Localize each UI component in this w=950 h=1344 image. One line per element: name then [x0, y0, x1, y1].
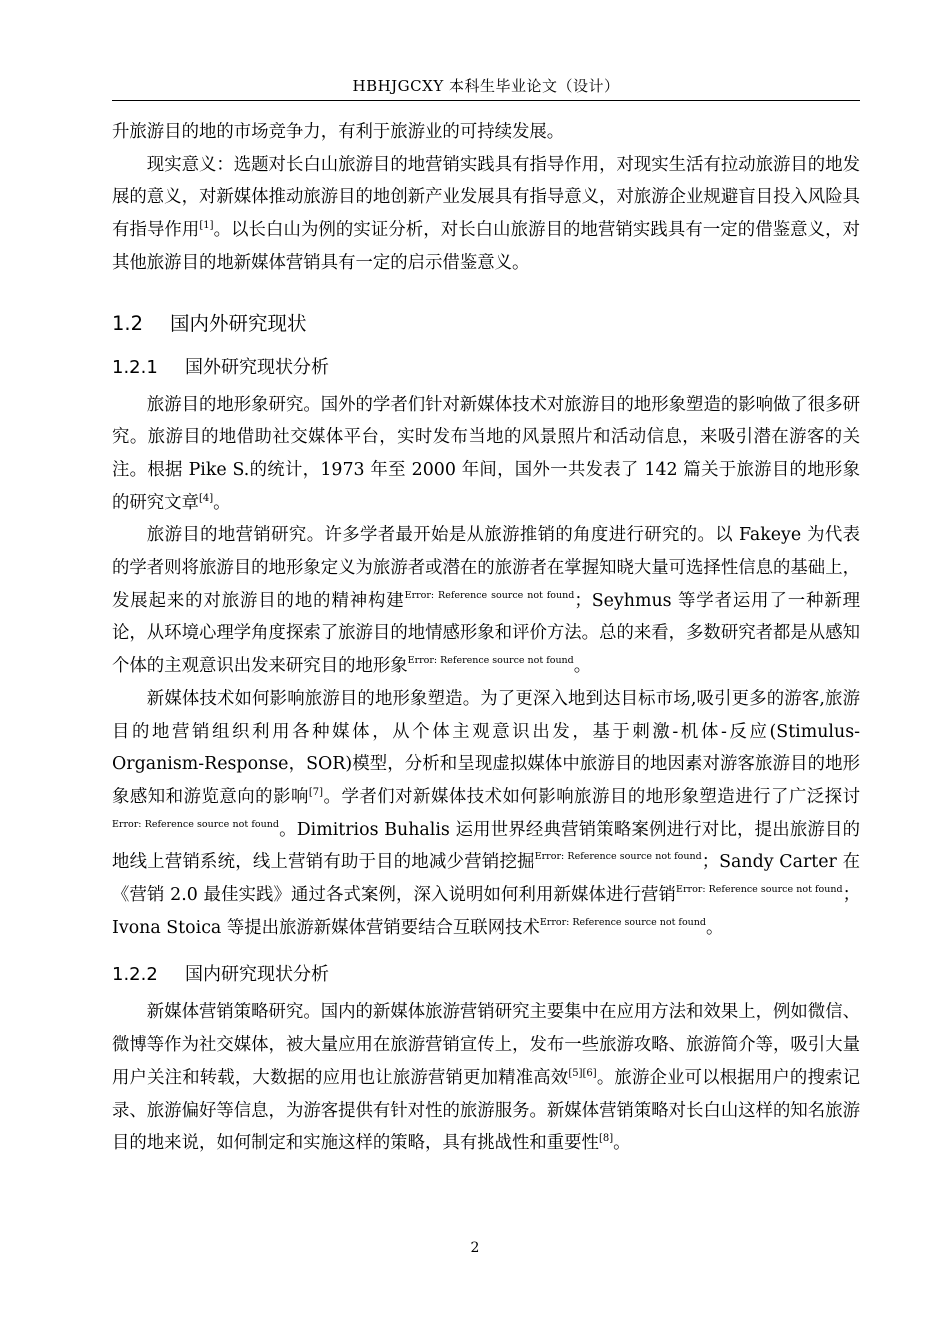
page-number: 2 — [470, 1240, 480, 1256]
reference-error: Error: Reference source not found — [112, 818, 279, 830]
reference-error: Error: Reference source not found — [534, 851, 702, 863]
paragraph-domestic-strategy: 新媒体营销策略研究。国内的新媒体旅游营销研究主要集中在应用方法和效果上，例如微信、微博等作为社交媒体，被大量应用在旅游营销宣传上，发布一些旅游攻略、旅游简介等，吸引大量用户关注和转载，大数据的应用也让旅游营销更加精准高效[5][6]。旅游企业可以根据用户的搜索记录、旅游偏好等信息，为游客提供有针对性的旅游服务。新媒体营销策略对长白山这样的知名旅游目的地来说，如何制定和实施这样的策略，具有挑战性和重要性[8]。 — [112, 1002, 860, 1154]
reference-error: Error: Reference source not found — [404, 589, 575, 601]
citation-ref: [5][6] — [568, 1067, 597, 1079]
section-heading-1-2-2: 1.2.2 国内研究现状分析 — [112, 964, 329, 986]
paragraph-continuation: 升旅游目的地的市场竞争力，有利于旅游业的可持续发展。 — [112, 122, 565, 142]
reference-error: Error: Reference source not found — [676, 884, 843, 896]
page-header: HBHJGCXY 本科生毕业论文（设计） — [352, 77, 620, 95]
paragraph-destination-marketing: 旅游目的地营销研究。许多学者最开始是从旅游推销的角度进行研究的。以 Fakeye 为代表的学者则将旅游目的地形象定义为旅游者或潜在的旅游者在掌握知晓大量可选择性信息的基础上，发展起来的对旅游目的地的精神构建$^{Error: Reference source not found}$；Seyhmus 等学者运用了一种新理论，从环境心理学角度探索了旅游目的地情感形象和评价方法。总的来看，多数研究者都是从感知个体的主观意识出发来研究目的地形象$^{Error: Reference source not found}$。 — [112, 525, 860, 677]
page-body — [112, 116, 860, 1160]
paragraph-new-media-tech: 新媒体技术如何影响旅游目的地形象塑造。为了更深入地到达目标市场,吸引更多的游客,旅游目的地营销组织利用各种媒体，从个体主观意识出发，基于刺激-机体-反应(Stimulus-Organism-Response，SOR)模型，分析和呈现虚拟媒体中旅游目的地因素对游客旅游目的地形象感知和游览意向的影响[7]。学者们对新媒体技术如何影响旅游目的地形象塑造进行了广泛探讨$^{Error: Reference source not found}$。Dimitrios Buhalis 运用世界经典营销策略案例进行对比，提出旅游目的地线上营销系统，线上营销有助于目的地减少营销挖掘$^{Error: Reference source not found}$；Sandy Carter 在《营销 2.0 最佳实践》通过各式案例，深入说明如何利用新媒体进行营销$^{Error: Reference source not found}$；Ivona Stoica 等提出旅游新媒体营销要结合互联网技术$^{Error: Reference source not found}$。 — [112, 688, 861, 938]
section-heading-1-2-1: 1.2.1 国外研究现状分析 — [112, 356, 329, 378]
citation-ref: [4] — [198, 492, 214, 504]
section-heading-1-2: 1.2 国内外研究现状 — [112, 311, 307, 335]
paragraph-practical-significance: 现实意义：选题对长白山旅游目的地营销实践具有指导作用，对现实生活有拉动旅游目的地发展的意义，对新媒体推动旅游目的地创新产业发展具有指导意义，对旅游企业规避盲目投入风险具有指导作用[1]。以长白山为例的实证分析，对长白山旅游目的地营销实践具有一定的借鉴意义，对其他旅游目的地新媒体营销具有一定的启示借鉴意义。 — [112, 154, 860, 273]
paragraph-destination-image: 旅游目的地形象研究。国外的学者们针对新媒体技术对旅游目的地形象塑造的影响做了很多研究。旅游目的地借助社交媒体平台，实时发布当地的风景照片和活动信息，来吸引潜在游客的关注。根据 Pike S.的统计，1973 年至 2000 年间，国外一共发表了 142 篇关于旅游目的地形象的研究文章[4]。 — [112, 394, 860, 513]
citation-ref: [7] — [308, 786, 324, 798]
reference-error: Error: Reference source not found — [407, 655, 574, 667]
reference-error: Error: Reference source not found — [539, 916, 706, 928]
citation-ref: [8] — [598, 1133, 614, 1145]
citation-ref: [1] — [199, 220, 214, 232]
header-rule — [112, 100, 860, 101]
